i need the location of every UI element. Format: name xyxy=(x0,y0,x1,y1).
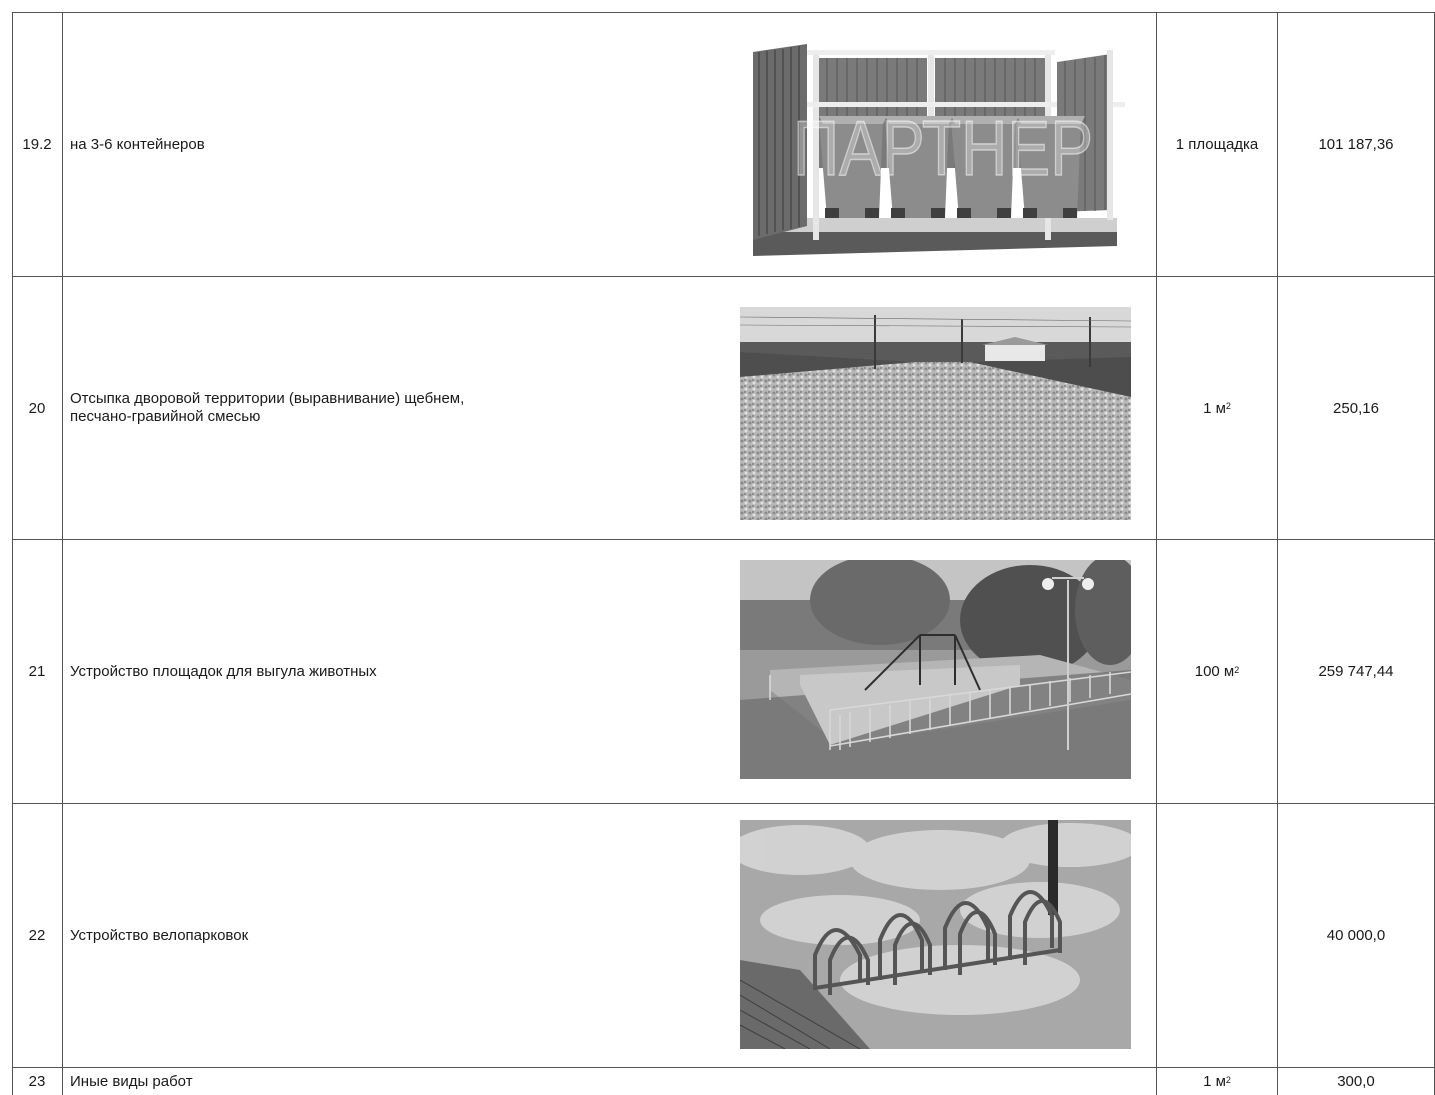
row-number: 22 xyxy=(28,927,46,944)
unit-base: 100 м xyxy=(1194,663,1235,680)
unit-cell xyxy=(1157,804,1277,1067)
unit-base: 1 м xyxy=(1203,1073,1226,1090)
description-line: песчано-гравийной смесью xyxy=(70,408,261,425)
gravel-road-image xyxy=(740,307,1131,520)
unit-superscript: 2 xyxy=(1225,1074,1231,1085)
price-cell: 250,16 xyxy=(1333,399,1379,417)
bike-rack-image xyxy=(740,820,1131,1049)
unit-superscript: 2 xyxy=(1225,401,1231,411)
price-cell: 259 747,44 xyxy=(1318,663,1394,680)
row-description: Устройство велопарковок xyxy=(70,926,249,944)
row-description xyxy=(63,277,730,539)
price-cell: 101 187,36 xyxy=(1318,136,1394,153)
row-number: 21 xyxy=(28,663,46,680)
price-cell: 40 000,0 xyxy=(1326,927,1386,944)
container-enclosure-image xyxy=(745,40,1125,262)
unit-base: 1 м xyxy=(1203,399,1226,417)
row-description: Иные виды работ xyxy=(70,1072,193,1090)
unit-cell xyxy=(1157,540,1277,803)
row-number: 20 xyxy=(28,399,46,417)
price-cell: 300,0 xyxy=(1337,1073,1375,1090)
unit-cell: 1 площадка xyxy=(1175,136,1259,153)
dog-playground-image xyxy=(740,560,1131,779)
watermark-text: ПАРТНЕР xyxy=(793,104,1093,192)
row-number: 19.2 xyxy=(22,136,52,153)
description-line: Отсыпка дворовой территории (выравнивание) щебнем, xyxy=(70,390,465,407)
row-number: 23 xyxy=(28,1073,46,1090)
unit-cell xyxy=(1157,277,1277,539)
row-description: на 3-6 контейнеров xyxy=(70,135,205,153)
row-description: Устройство площадок для выгула животных xyxy=(70,662,377,680)
unit-superscript: 2 xyxy=(1234,664,1240,675)
unit-cell xyxy=(1157,1068,1277,1095)
